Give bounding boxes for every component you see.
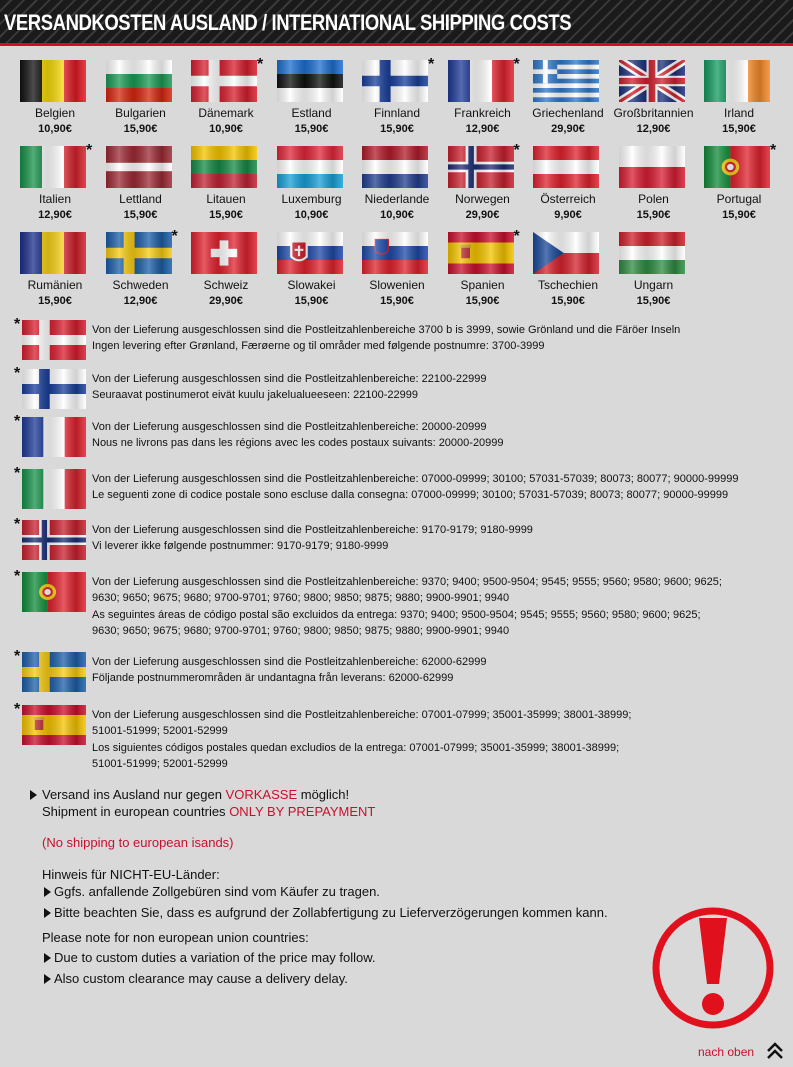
country-name: Portugal: [716, 192, 762, 206]
payment-de-suffix: möglich!: [297, 787, 350, 802]
shipping-price: 15,90€: [38, 295, 72, 307]
footnote-star: *: [513, 56, 520, 73]
exclusion-text: Von der Lieferung ausgeschlossen sind die Postleitzahlenbereiche: 20000-20999 Nous ne livrons pas dans les régions avec les codes postaux suivants: 20000-20999: [92, 421, 504, 450]
country-cell: [100, 60, 182, 140]
hungary-flag-icon: [619, 232, 685, 274]
footnote-star: *: [257, 56, 264, 73]
portugal-flag-icon: [704, 146, 770, 188]
country-cell: [14, 232, 96, 312]
belgium-flag-icon: [20, 60, 86, 102]
payment-en-text: Shipment in european countries: [42, 804, 230, 819]
country-name: Frankreich: [454, 106, 511, 120]
country-name: Slowakei: [287, 278, 336, 292]
lithuania-flag-icon: [191, 146, 257, 188]
bullet-arrow-icon: [44, 953, 51, 963]
page-title: VERSANDKOSTEN AUSLAND / INTERNATIONAL SHIPPING COSTS: [4, 10, 572, 35]
country-cell: [698, 142, 780, 226]
shipping-price: 15,90€: [294, 123, 329, 135]
country-cell: [271, 146, 353, 226]
shipping-price: 15,90€: [123, 209, 158, 221]
country-name: Spanien: [460, 278, 505, 292]
country-name: Estland: [291, 106, 332, 120]
shipping-price: 15,90€: [123, 123, 158, 135]
islands-note: (No shipping to european isands): [42, 835, 234, 850]
country-name: Belgien: [34, 106, 76, 120]
france-flag-icon: [448, 60, 514, 102]
uk-flag-icon: [619, 60, 685, 102]
country-name: Irland: [723, 106, 755, 120]
france-flag-icon: [22, 417, 86, 457]
payment-note-de: [42, 787, 349, 803]
country-name: Griechenland: [532, 106, 604, 120]
country-cell: [527, 146, 609, 226]
spain-flag-icon: [22, 705, 86, 745]
header-divider: [0, 43, 793, 46]
country-cell: [271, 60, 353, 140]
shipping-price: 10,90€: [294, 209, 329, 221]
slovenia-flag-icon: [362, 232, 428, 274]
country-cell: [698, 60, 780, 140]
country-cell: [442, 142, 524, 226]
ireland-flag-icon: [704, 60, 770, 102]
footnote-star: *: [14, 316, 21, 333]
non-eu-item-en: Also custom clearance may cause a delivery delay.: [54, 971, 348, 986]
shipping-price: 15,90€: [294, 295, 329, 307]
spain-flag-icon: [448, 232, 514, 274]
denmark-flag-icon: [22, 320, 86, 360]
country-cell: [527, 232, 609, 312]
romania-flag-icon: [20, 232, 86, 274]
country-name: Finnland: [373, 106, 421, 120]
denmark-flag-icon: [191, 60, 257, 102]
double-chevron-up-icon[interactable]: [766, 1042, 784, 1060]
sweden-flag-icon: [22, 652, 86, 692]
switzerland-flag-icon: [191, 232, 257, 274]
finland-flag-icon: [22, 369, 86, 409]
country-name: Dänemark: [198, 106, 254, 120]
portugal-flag-icon: [22, 572, 86, 612]
estonia-flag-icon: [277, 60, 343, 102]
country-name: Großbritannien: [613, 106, 694, 120]
shipping-price: 15,90€: [722, 209, 756, 221]
shipping-price: 15,90€: [722, 123, 756, 135]
norway-flag-icon: [22, 520, 86, 560]
exclusion-text: Von der Lieferung ausgeschlossen sind die Postleitzahlenbereiche: 07001-07999; 35001-35999; 38001-38999; 51001-51999; 52001-52999 Los siguientes códigos postales quedan excludios de la entrega: 07001-07999; 35001-35999; 38001-38999; 51001-51999; 52001-52999: [92, 709, 632, 771]
non-eu-item-de: Ggfs. anfallende Zollgebüren sind vom Käufer zu tragen.: [54, 884, 380, 899]
poland-flag-icon: [619, 146, 685, 188]
exclusion-text: Von der Lieferung ausgeschlossen sind die Postleitzahlenbereiche: 22100-22999 Seuraavat postinumerot eivät kuulu jakelualueeseen: 22100-22999: [92, 373, 487, 402]
exclusion-text: Von der Lieferung ausgeschlossen sind die Postleitzahlenbereiche 3700 b is 3999, sowie Grönland und die Färöer Inseln Ingen levering efter Grønland, Færøerne og til områder med følgende postnumre: 3700-3999: [92, 324, 681, 353]
country-name: Schweden: [112, 278, 169, 292]
footnote-star: *: [14, 413, 21, 430]
footnote-star: *: [513, 142, 520, 159]
country-cell: [185, 232, 267, 312]
country-name: Italien: [38, 192, 72, 206]
non-eu-item-de: Bitte beachten Sie, dass es aufgrund der Zollabfertigung zu Lieferverzögerungen kommen kann.: [54, 905, 608, 920]
exclusion-text: Von der Lieferung ausgeschlossen sind die Postleitzahlenbereiche: 9170-9179; 9180-9999 Vi leverer ikke følgende postnummer: 9170-9179; 9180-9999: [92, 524, 533, 553]
shipping-price: 29,90€: [465, 209, 500, 221]
footnote-star: *: [14, 516, 21, 533]
payment-de-text: Versand ins Ausland nur gegen: [42, 787, 226, 802]
shipping-price: 12,90€: [636, 123, 671, 135]
shipping-price: 9,90€: [554, 209, 582, 221]
exclusion-text: Von der Lieferung ausgeschlossen sind die Postleitzahlenbereiche: 62000-62999 Följande postnummerområden är undantagna från leverans: 62000-62999: [92, 656, 487, 685]
shipping-price: 15,90€: [209, 209, 243, 221]
country-name: Schweiz: [203, 278, 249, 292]
bullet-arrow-icon: [44, 887, 51, 897]
prepayment-highlight-en: ONLY BY PREPAYMENT: [229, 804, 376, 819]
luxembourg-flag-icon: [277, 146, 343, 188]
shipping-price: 10,90€: [380, 209, 414, 221]
sweden-flag-icon: [106, 232, 172, 274]
footnote-star: *: [770, 142, 777, 159]
italy-flag-icon: [22, 469, 86, 509]
country-name: Ungarn: [633, 278, 674, 292]
country-name: Luxemburg: [281, 192, 342, 206]
czech-flag-icon: [533, 232, 599, 274]
exclamation-warning-icon: [651, 906, 775, 1030]
footnote-star: *: [14, 568, 21, 585]
finland-flag-icon: [362, 60, 428, 102]
non-eu-item-en: Due to custom duties a variation of the price may follow.: [54, 950, 376, 965]
payment-note-en: [42, 804, 375, 820]
bullet-arrow-icon: [44, 908, 51, 918]
footnote-star: *: [86, 142, 93, 159]
country-name: Lettland: [119, 192, 162, 206]
country-cell: [613, 60, 695, 140]
country-cell: [356, 146, 438, 226]
footnote-star: *: [513, 228, 520, 245]
country-name: Tschechien: [537, 278, 599, 292]
country-cell: [14, 142, 96, 226]
shipping-price: 10,90€: [209, 123, 243, 135]
shipping-price: 29,90€: [551, 123, 585, 135]
country-cell: [100, 228, 182, 312]
footnote-star: *: [428, 56, 435, 73]
bullet-arrow-icon: [44, 974, 51, 984]
country-cell: [100, 146, 182, 226]
shipping-price: 12,90€: [123, 295, 158, 307]
country-name: Norwegen: [455, 192, 510, 206]
country-name: Bulgarien: [115, 106, 166, 120]
country-cell: [14, 60, 96, 140]
netherlands-flag-icon: [362, 146, 428, 188]
slovakia-flag-icon: [277, 232, 343, 274]
footnote-star: *: [14, 365, 21, 382]
country-cell: [356, 232, 438, 312]
country-name: Litauen: [206, 192, 246, 206]
exclusion-text: Von der Lieferung ausgeschlossen sind die Postleitzahlenbereiche: 07000-09999; 30100; 57031-57039; 80073; 80077; 90000-99999 Le seguenti zone di codice postale sono escluse dalla consegna: 07000-09999; 30100; 57031-57039; 80073; 80077; 90000-99999: [92, 473, 739, 502]
shipping-price: 15,90€: [380, 295, 414, 307]
exclusion-text: Von der Lieferung ausgeschlossen sind die Postleitzahlenbereiche: 9370; 9400; 9500-9504; 9545; 9555; 9560; 9580; 9600; 9625; 9630; 9650; 9675; 9680; 9700-9701; 9760; 9800; 9850; 9875; 9880; 9900-9901; 9940 As seguintes áreas de código postal são excluidos da entrega: 9370; 9400; 9500-9504; 9545; 9555; 9560; 9580; 9600; 9625; 9630; 9650; 9675; 9680; 9700-9701; 9760; 9800; 9850; 9875; 9880; 9900-9901; 9940: [92, 576, 722, 638]
footnote-star: *: [171, 228, 178, 245]
italy-flag-icon: [20, 146, 86, 188]
country-cell: [613, 146, 695, 226]
back-to-top-link[interactable]: nach oben: [698, 1045, 755, 1059]
country-cell: [613, 232, 695, 312]
norway-flag-icon: [448, 146, 514, 188]
shipping-price: 29,90€: [209, 295, 243, 307]
shipping-price: 15,90€: [551, 295, 585, 307]
shipping-price: 15,90€: [465, 295, 500, 307]
country-name: Polen: [638, 192, 669, 206]
country-name: Österreich: [540, 192, 596, 206]
country-cell: [527, 60, 609, 140]
country-cell: [442, 56, 524, 140]
country-name: Slowenien: [369, 278, 425, 292]
country-name: Niederlande: [364, 192, 430, 206]
footnote-star: *: [14, 701, 21, 718]
country-cell: [442, 228, 524, 312]
shipping-price: 12,90€: [38, 209, 72, 221]
country-name: Rumänien: [27, 278, 83, 292]
bullet-arrow-icon: [30, 790, 37, 800]
non-eu-heading-de: Hinweis für NICHT-EU-Länder:: [42, 867, 220, 882]
latvia-flag-icon: [106, 146, 172, 188]
austria-flag-icon: [533, 146, 599, 188]
footnote-star: *: [14, 648, 21, 665]
shipping-price: 15,90€: [380, 123, 414, 135]
country-cell: [271, 232, 353, 312]
shipping-price: 10,90€: [38, 123, 72, 135]
greece-flag-icon: [533, 60, 599, 102]
footnote-star: *: [14, 465, 21, 482]
country-cell: [356, 56, 438, 140]
shipping-price: 15,90€: [636, 209, 671, 221]
prepayment-highlight-de: VORKASSE: [225, 787, 298, 802]
country-cell: [185, 146, 267, 226]
country-cell: [185, 56, 267, 140]
bulgaria-flag-icon: [106, 60, 172, 102]
non-eu-heading-en: Please note for non european union countries:: [42, 930, 309, 945]
shipping-price: 15,90€: [636, 295, 671, 307]
page-header: [0, 0, 793, 46]
shipping-price: 12,90€: [465, 123, 500, 135]
